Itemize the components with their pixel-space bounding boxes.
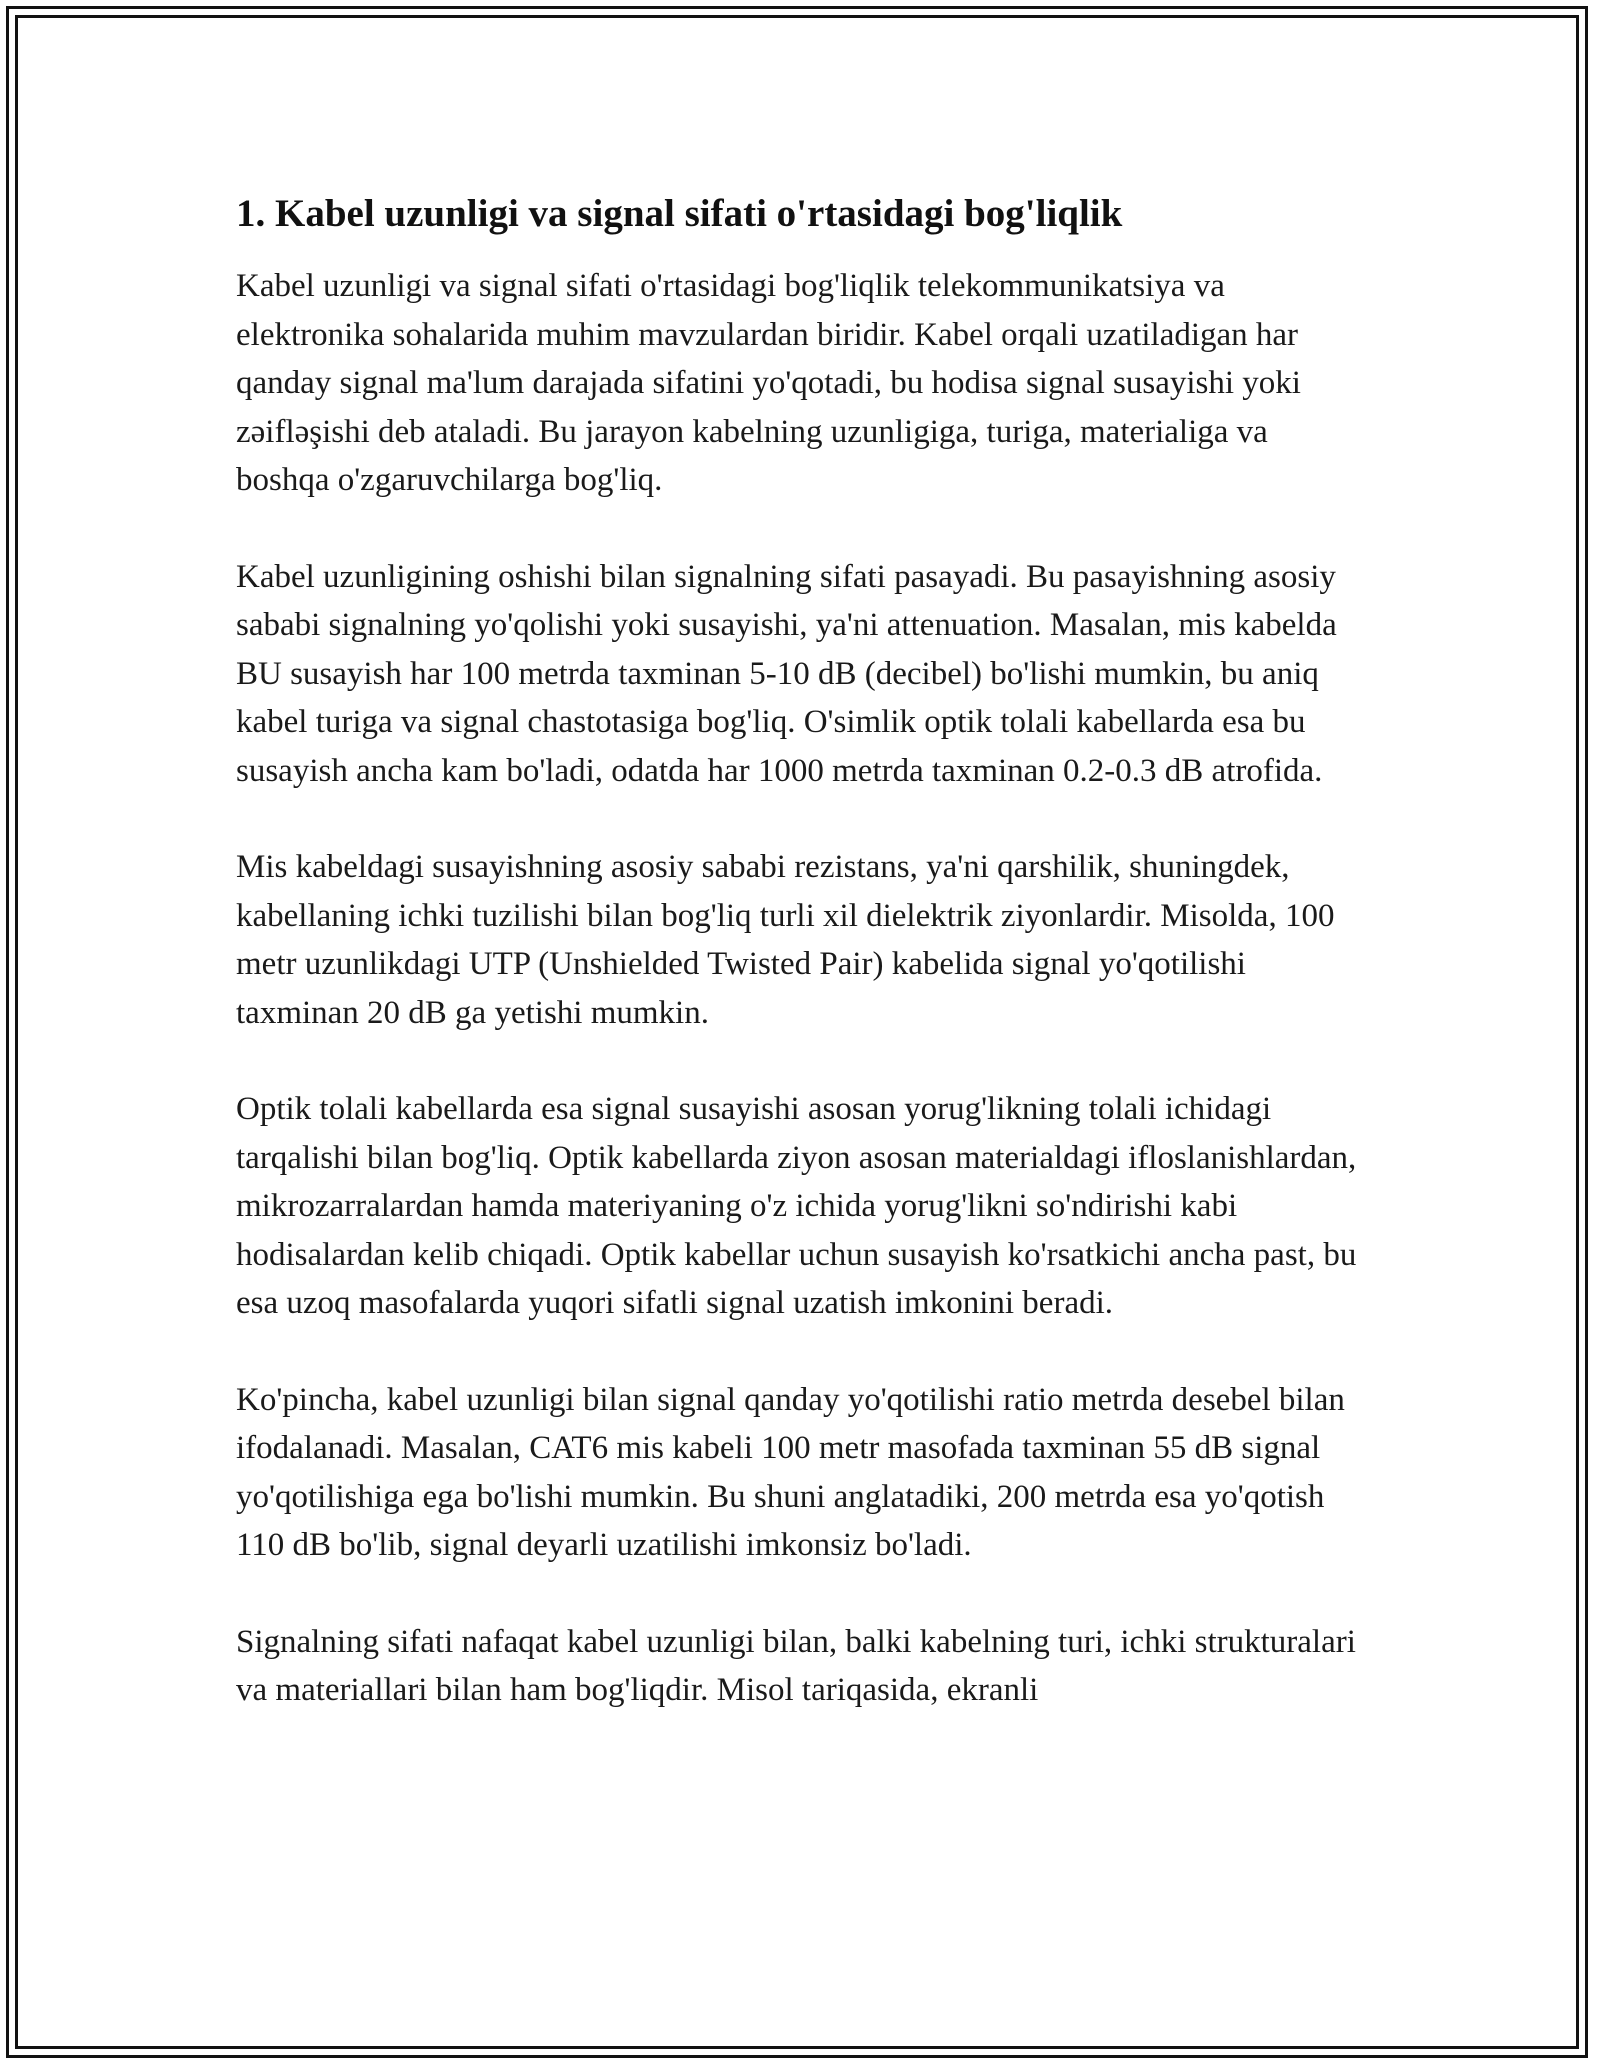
section-heading: 1. Kabel uzunligi va signal sifati o'rtasidagi bog'liqlik [236,192,1123,235]
paragraph-5: Ko'pincha, kabel uzunligi bilan signal qanday yo'qotilishi ratio metrda desebel bilan ifodalanadi. Masalan, CAT6 mis kabeli 100 metr masofada taxminan 55 dB signal yo'qotilishiga ega bo'lishi mumkin. Bu shuni anglatadiki, 200 metrda esa yo'qotish 110 dB bo'lib, signal deyarli uzatilishi imkonsiz bo'ladi. [236,1381,1345,1563]
paragraph-2: Kabel uzunligining oshishi bilan signalning sifati pasayadi. Bu pasayishning asosiy sababi signalning yo'qolishi yoki susayishi, ya'ni attenuation. Masalan, mis kabelda BU susayish har 100 metrda taxminan 5-10 dB (decibel) bo'lishi mumkin, bu aniq kabel turiga va signal chastotasiga bog'liq. O'simlik optik tolali kabellarda esa bu susayish ancha kam bo'ladi, odatda har 1000 metrda taxminan 0.2-0.3 dB atrofida. [236,558,1337,789]
document-body [236,186,1376,1763]
paragraph-3: Mis kabeldagi susayishning asosiy sababi rezistans, ya'ni qarshilik, shuningdek, kabellaning ichki tuzilishi bilan bog'liq turli xil dielektrik ziyonlardir. Misolda, 100 metr uzunlikdagi UTP (Unshielded Twisted Pair) kabelida signal yo'qotilishi taxminan 20 dB ga yetishi mumkin. [236,849,1335,1031]
paragraph-6: Signalning sifati nafaqat kabel uzunligi bilan, balki kabelning turi, ichki strukturalari va materiallari bilan ham bog'liqdir. Misol tariqasida, ekranli [236,1623,1356,1708]
paragraph-1: Kabel uzunligi va signal sifati o'rtasidagi bog'liqlik telekommunikatsiya va elektronika sohalarida muhim mavzulardan biridir. Kabel orqali uzatiladigan har qanday signal ma'lum darajada sifatini yo'qotadi, bu hodisa signal susayishi yoki zəifləşishi deb ataladi. Bu jarayon kabelning uzunligiga, turiga, materialiga va boshqa o'zgaruvchilarga bog'liq. [236,268,1301,498]
paragraph-4: Optik tolali kabellarda esa signal susayishi asosan yorug'likning tolali ichidagi tarqalishi bilan bog'liq. Optik kabellarda ziyon asosan materialdagi ifloslanishlardan, mikrozarralardan hamda materiyaning o'z ichida yorug'likni so'ndirishi kabi hodisalardan kelib chiqadi. Optik kabellar uchun susayish ko'rsatkichi ancha past, bu esa uzoq masofalarda yuqori sifatli signal uzatish imkonini beradi. [236,1091,1357,1321]
